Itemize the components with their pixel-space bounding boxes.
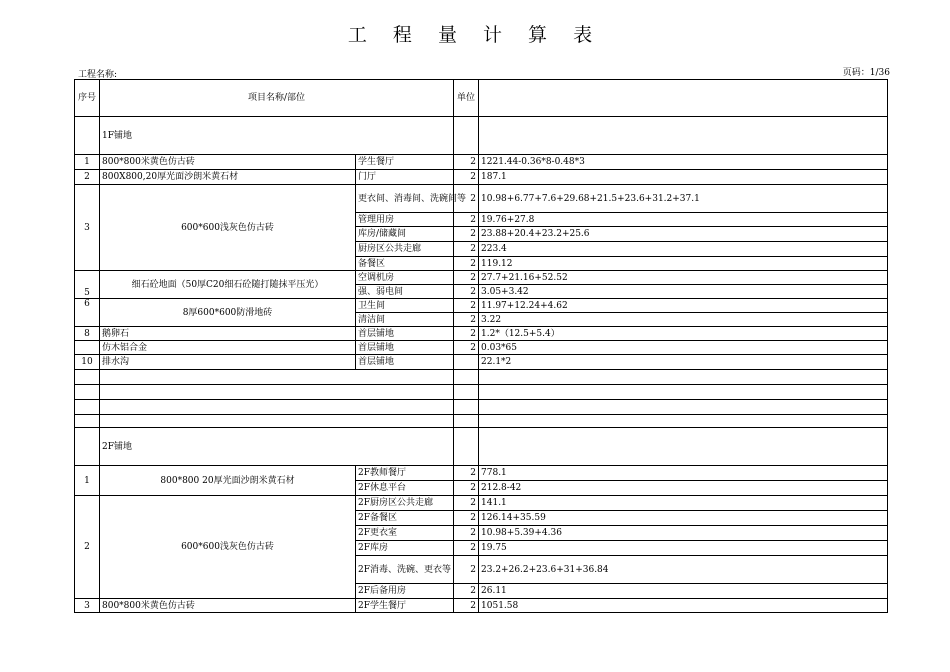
row-no: 2 xyxy=(75,496,100,599)
calc-formula: 27.7+21.16+52.52 xyxy=(479,271,888,285)
table-row xyxy=(75,341,888,355)
unit: 2 xyxy=(454,556,479,584)
location: 2F更衣室 xyxy=(356,526,454,541)
calc-formula: 19.76+27.8 xyxy=(479,213,888,227)
unit: 2 xyxy=(454,341,479,355)
location: 学生餐厅 xyxy=(356,155,454,170)
location: 2F厨房区公共走廊 xyxy=(356,496,454,511)
calc-formula: 26.11 xyxy=(479,584,888,599)
unit: 2 xyxy=(454,271,479,285)
calc-formula: 778.1 xyxy=(479,466,888,481)
unit: 2 xyxy=(454,257,479,271)
location: 备餐区 xyxy=(356,257,454,271)
location: 空调机房 xyxy=(356,271,454,285)
calc-formula: 141.1 xyxy=(479,496,888,511)
table-row xyxy=(75,155,888,170)
unit: 2 xyxy=(454,155,479,170)
project-name-label: 工程名称: xyxy=(78,70,118,80)
location: 首层铺地 xyxy=(356,341,454,355)
sheet-title: 工 程 量 计 算 表 xyxy=(347,24,603,46)
location: 更衣间、消毒间、洗碗间等 xyxy=(356,185,454,213)
location: 库房/储藏间 xyxy=(356,227,454,242)
location: 管理用房 xyxy=(356,213,454,227)
table-row xyxy=(75,599,888,613)
location: 首层铺地 xyxy=(356,355,454,370)
table-row xyxy=(75,327,888,341)
location: 2F休息平台 xyxy=(356,481,454,496)
row-no: 3 xyxy=(75,185,100,271)
unit: 2 xyxy=(454,584,479,599)
unit: 2 xyxy=(454,327,479,341)
section-label: 1F铺地 xyxy=(100,117,454,155)
item-name: 800X800,20厚光面沙朗米黄石材 xyxy=(100,170,356,185)
item-name: 仿木铝合金 xyxy=(100,341,356,355)
unit: 2 xyxy=(454,313,479,327)
table-row xyxy=(75,185,888,213)
calc-formula: 223.4 xyxy=(479,242,888,257)
table-row xyxy=(75,466,888,481)
item-name: 800*800米黄色仿古砖 xyxy=(100,155,356,170)
location: 2F教师餐厅 xyxy=(356,466,454,481)
row-no xyxy=(75,341,100,355)
unit: 2 xyxy=(454,526,479,541)
location: 2F学生餐厅 xyxy=(356,599,454,613)
row-no: 1 xyxy=(75,466,100,496)
empty-row xyxy=(75,400,888,415)
calc-formula: 0.03*65 xyxy=(479,341,888,355)
calc-formula: 1221.44-0.36*8-0.48*3 xyxy=(479,155,888,170)
unit: 2 xyxy=(454,242,479,257)
unit: 2 xyxy=(454,213,479,227)
item-name: 鹅卵石 xyxy=(100,327,356,341)
calc-formula: 1.2*（12.5+5.4） xyxy=(479,327,888,341)
unit xyxy=(454,355,479,370)
section-row xyxy=(75,117,888,155)
location: 首层铺地 xyxy=(356,327,454,341)
calc-formula: 3.22 xyxy=(479,313,888,327)
calc-formula: 10.98+6.77+7.6+29.68+21.5+23.6+31.2+37.1 xyxy=(479,185,888,213)
calc-formula: 10.98+5.39+4.36 xyxy=(479,526,888,541)
calc-formula: 23.2+26.2+23.6+31+36.84 xyxy=(479,556,888,584)
table-row xyxy=(75,170,888,185)
item-name: 细石砼地面（50厚C20细石砼随打随抹平压光） xyxy=(100,271,356,299)
location: 清洁间 xyxy=(356,313,454,327)
location: 门厅 xyxy=(356,170,454,185)
calc-formula: 119.12 xyxy=(479,257,888,271)
calc-formula: 3.05+3.42 xyxy=(479,285,888,299)
empty-row xyxy=(75,370,888,385)
section-row xyxy=(75,428,888,466)
location: 卫生间 xyxy=(356,299,454,313)
calc-formula: 19.75 xyxy=(479,541,888,556)
unit: 2 xyxy=(454,541,479,556)
location: 2F后备用房 xyxy=(356,584,454,599)
unit: 2 xyxy=(454,285,479,299)
header-name: 项目名称/部位 xyxy=(100,80,454,117)
quantity-table xyxy=(74,79,888,613)
item-name: 600*600浅灰色仿古砖 xyxy=(100,185,356,271)
row-no: 2 xyxy=(75,170,100,185)
row-no: 6 xyxy=(75,299,100,327)
unit: 2 xyxy=(454,299,479,313)
unit: 2 xyxy=(454,599,479,613)
unit: 2 xyxy=(454,170,479,185)
calc-formula: 187.1 xyxy=(479,170,888,185)
calc-formula: 22.1*2 xyxy=(479,355,888,370)
table-header-row xyxy=(75,80,888,117)
page-number: 页码：1/36 xyxy=(842,68,890,78)
unit: 2 xyxy=(454,185,479,213)
row-no: 3 xyxy=(75,599,100,613)
location: 2F库房 xyxy=(356,541,454,556)
calc-formula: 11.97+12.24+4.62 xyxy=(479,299,888,313)
unit: 2 xyxy=(454,496,479,511)
header-unit: 单位 xyxy=(454,80,479,117)
row-no: 10 xyxy=(75,355,100,370)
calc-formula: 23.88+20.4+23.2+25.6 xyxy=(479,227,888,242)
calc-formula: 1051.58 xyxy=(479,599,888,613)
row-no: 1 xyxy=(75,155,100,170)
unit: 2 xyxy=(454,511,479,526)
location: 厨房区公共走廊 xyxy=(356,242,454,257)
item-name: 800*800米黄色仿古砖 xyxy=(100,599,356,613)
table-row xyxy=(75,299,888,313)
location: 2F消毒、洗碗、更衣等 xyxy=(356,556,454,584)
header-calc xyxy=(479,80,888,117)
location: 强、弱电间 xyxy=(356,285,454,299)
item-name: 排水沟 xyxy=(100,355,356,370)
row-no: 5 xyxy=(75,271,100,299)
item-name: 800*800 20厚光面沙朗米黄石材 xyxy=(100,466,356,496)
row-no: 8 xyxy=(75,327,100,341)
location: 2F备餐区 xyxy=(356,511,454,526)
table-row xyxy=(75,271,888,285)
calc-formula: 212.8-42 xyxy=(479,481,888,496)
unit: 2 xyxy=(454,466,479,481)
empty-row xyxy=(75,415,888,428)
table-row xyxy=(75,496,888,511)
table-row xyxy=(75,355,888,370)
header-no: 序号 xyxy=(75,80,100,117)
unit: 2 xyxy=(454,227,479,242)
calc-formula: 126.14+35.59 xyxy=(479,511,888,526)
unit: 2 xyxy=(454,481,479,496)
item-name: 8厚600*600防滑地砖 xyxy=(100,299,356,327)
item-name: 600*600浅灰色仿古砖 xyxy=(100,496,356,599)
empty-row xyxy=(75,385,888,400)
section-label: 2F铺地 xyxy=(100,428,454,466)
